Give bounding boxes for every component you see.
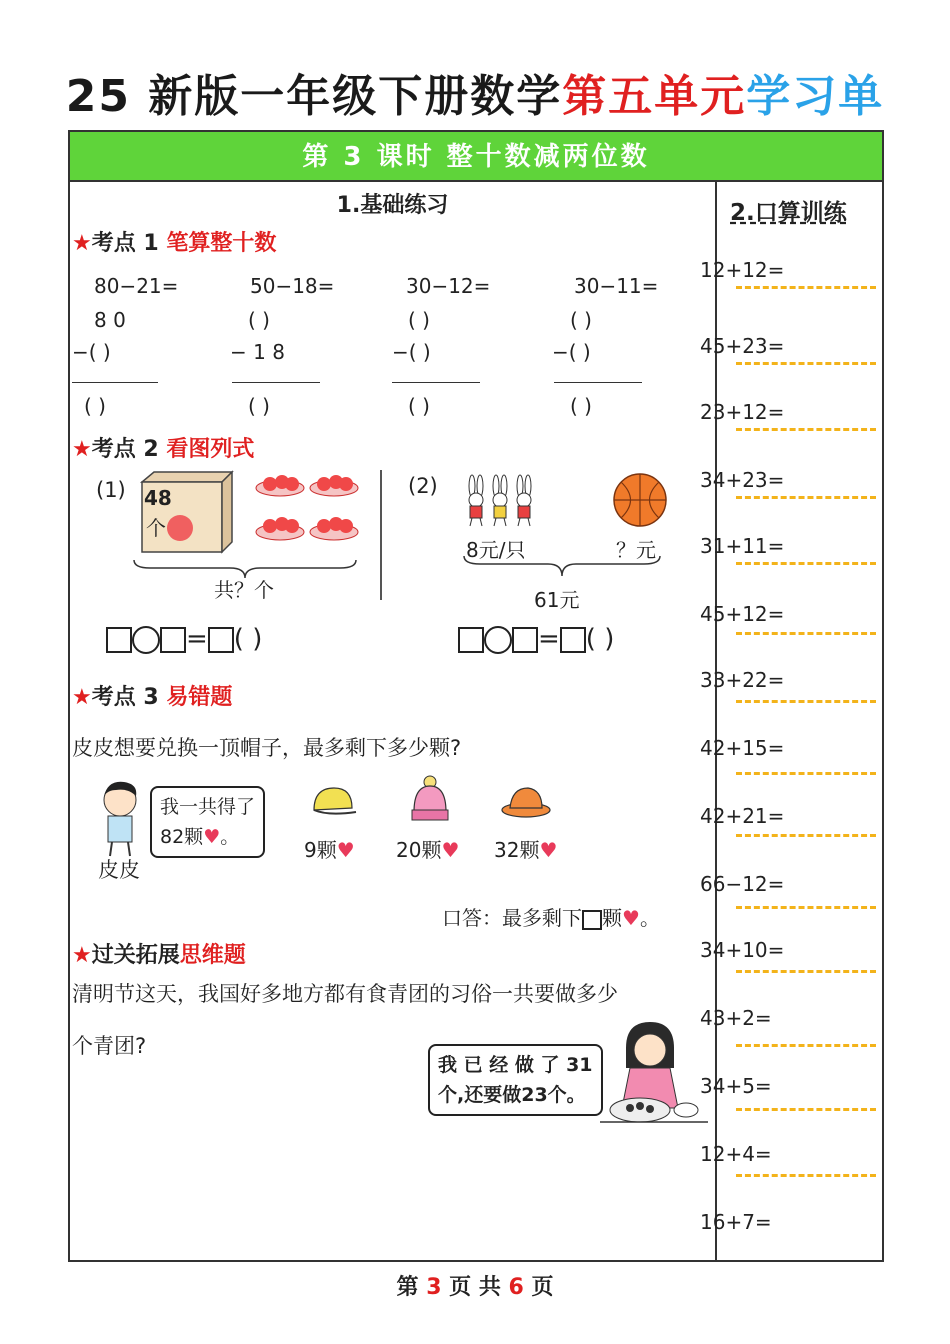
formula2: = ( ) [458,624,614,654]
picture2-total: 61元 [534,588,580,612]
calc2-line [232,382,320,383]
kaodian4-topic: 思维题 [179,943,246,968]
section1-title: 1.基础练习 [336,193,449,218]
operator-circle [132,626,160,654]
answer-dash-line [736,1108,876,1111]
oral-item: 42+15= [700,736,785,760]
answer-box [560,627,586,653]
oral-item: 42+21= [700,804,785,828]
hat2-price [396,834,459,863]
oral-item: 12+12= [700,258,785,282]
apple-plate-icon [256,475,358,540]
hat2-label: 20颗 [396,838,442,862]
bubble4-line2: 个,还要做23个。 [438,1084,586,1106]
oral-item: 34+23= [700,468,785,492]
kaodian3-label: 考点 3 [91,685,167,710]
answer-dash-line [736,562,876,565]
kaodian2-label: 考点 2 [91,437,167,462]
kaodian1-heading [72,226,276,257]
answer3-line [442,902,660,931]
speech-bubble-mother [428,1044,603,1116]
calc4-answer: ( ) [570,394,592,418]
page-footer [0,1270,950,1301]
calc2-top: ( ) [248,308,270,332]
answer-box [582,910,602,930]
answer-dash-line [736,1044,876,1047]
footer-b: 页 共 [441,1275,509,1300]
cap-icon [308,782,358,820]
star-icon: ★ [72,437,92,462]
answer-box [160,627,186,653]
calc1-top: 8 0 [94,308,126,332]
formula1: = ( ) [106,624,262,654]
hat1-label: 9颗 [304,838,337,862]
star-icon: ★ [72,685,92,710]
answer-dash-line [736,906,876,909]
picture1-total: 共？个 [214,578,274,602]
picture2-price: 8元/只 [466,538,526,562]
calc4-line [554,382,642,383]
bubble4-line1: 我 已 经 做 了 31 [438,1054,593,1076]
heart-icon: ♥ [622,906,640,930]
kaodian3-topic: 易错题 [166,685,233,710]
woman-cooking-icon [600,1018,710,1130]
oral-item: 31+11= [700,534,785,558]
oral-item: 33+22= [700,668,785,692]
title-part3: 学习单 [746,71,885,122]
answer-box [106,627,132,653]
oral-item: 16+7= [700,1210,772,1234]
speech-bubble-pipi [150,786,265,858]
answer-dash-line [736,772,876,775]
operator-circle [484,626,512,654]
calc3-line [392,382,480,383]
title-part1: 25 新版一年级下册数学 [65,71,563,122]
picture2-unknown: ？元 [616,538,656,562]
answer3-suffix: 颗 [602,906,622,930]
footer-page: 3 [426,1275,442,1300]
bubble3-end: 。 [220,826,240,848]
star-icon: ★ [72,943,92,968]
heart-icon: ♥ [203,826,221,848]
formula2-unit: ( ) [585,624,615,654]
answer3-end: 。 [639,906,660,930]
basketball-icon [614,474,666,526]
answer-dash-line [736,286,876,289]
oral-item: 12+4= [700,1142,772,1166]
oral-item: 45+12= [700,602,785,626]
oral-item: 34+5= [700,1074,772,1098]
oral-item: 23+12= [700,400,785,424]
picture1-label: (1) [96,478,126,502]
calc2-sub: − 1 8 [230,340,285,364]
answer-dash-line [736,362,876,365]
answer-dash-line [736,496,876,499]
beanie-icon [408,774,452,824]
question3-text: 皮皮想要兑换一顶帽子，最多剩下多少颗? [72,736,462,760]
calc1-line [72,382,158,383]
calc3-expr: 30−12= [406,274,491,298]
picture-separator [380,470,382,600]
question4-line2: 个青团? [72,1034,147,1058]
page-title [0,60,950,124]
heart-icon: ♥ [441,838,460,862]
oral-item: 34+10= [700,938,785,962]
question4-line1: 清明节这天，我国好多地方都有食青团的习俗一共要做多少 [72,982,618,1006]
calc4-expr: 30−11= [574,274,659,298]
formula1-unit: ( ) [233,624,263,654]
footer-c: 页 [523,1275,554,1300]
calc3-sub: −( ) [392,340,431,364]
pipi-label: 皮皮 [98,858,140,882]
kaodian2-topic: 看图列式 [166,437,255,462]
kaodian3-heading [72,680,232,711]
section2-title: 2.口算训练 [730,200,847,226]
oral-item: 45+23= [700,334,785,358]
answer-dash-line [736,428,876,431]
rabbit-toy-icon [469,475,531,526]
box-unit: 个 [146,516,166,540]
star-icon: ★ [72,231,92,256]
pipi-boy-icon [94,778,150,858]
calc4-sub: −( ) [552,340,591,364]
calc3-answer: ( ) [408,394,430,418]
picture2-label: (2) [408,474,438,498]
kaodian1-topic: 笔算整十数 [166,231,277,256]
hat1-price [304,834,355,863]
kaodian4-label: 过关拓展 [91,943,180,968]
answer-dash-line [736,834,876,837]
footer-total: 6 [508,1275,524,1300]
calc4-top: ( ) [570,308,592,332]
lesson-banner: 第 3 课时 整十数减两位数 [70,132,882,182]
kaodian1-label: 考点 1 [91,231,167,256]
calc1-expr: 80−21= [94,274,179,298]
heart-icon: ♥ [539,838,558,862]
calc1-sub: −( ) [72,340,111,364]
calc2-expr: 50−18= [250,274,335,298]
answer-box [512,627,538,653]
sun-hat-icon [500,782,552,820]
answer-dash-line [736,1174,876,1177]
answer-dash-line [736,632,876,635]
heart-icon: ♥ [336,838,355,862]
calc1-answer: ( ) [84,394,106,418]
calc3-top: ( ) [408,308,430,332]
kaodian4-heading [72,938,246,969]
oral-item: 66−12= [700,872,785,896]
answer-box [458,627,484,653]
answer-box [208,627,234,653]
hat3-price [494,834,557,863]
oral-item: 43+2= [700,1006,772,1030]
worksheet-frame [68,130,884,1262]
answer3-prefix: 口答：最多剩下 [442,906,582,930]
hat3-label: 32颗 [494,838,540,862]
kaodian2-heading [72,432,254,463]
calc2-answer: ( ) [248,394,270,418]
title-part2: 第五单元 [562,71,747,122]
bubble3-line2: 82颗 [160,826,204,848]
footer-a: 第 [396,1275,427,1300]
box-number: 48 [144,486,172,510]
bubble3-line1: 我一共得了 [160,796,256,818]
answer-dash-line [736,700,876,703]
answer-dash-line [736,970,876,973]
